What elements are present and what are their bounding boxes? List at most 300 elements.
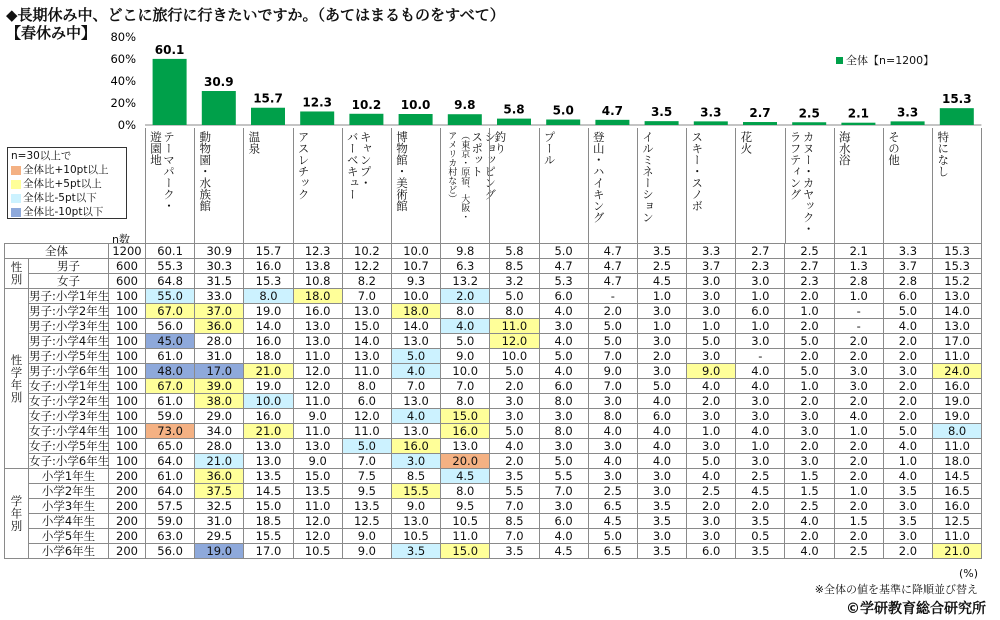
category-label — [198, 128, 243, 240]
bar — [891, 121, 925, 125]
table-row — [5, 259, 982, 274]
value-cell: 10.5 — [391, 529, 440, 544]
value-cell: 11.0 — [293, 349, 342, 364]
category-label-line: ラフティング — [788, 131, 803, 200]
value-cell: 7.0 — [441, 379, 490, 394]
value-cell: 3.0 — [539, 409, 588, 424]
value-cell: 4.0 — [637, 439, 686, 454]
value-cell: 4.0 — [637, 454, 686, 469]
value-cell: 15.3 — [244, 274, 293, 289]
value-cell: - — [834, 304, 883, 319]
value-cell: 13.0 — [391, 424, 440, 439]
value-cell: 4.5 — [736, 484, 785, 499]
value-cell: 15.0 — [244, 499, 293, 514]
value-cell: 33.0 — [195, 289, 244, 304]
y-tick-label: 80% — [110, 30, 136, 44]
bar-value-label: 3.5 — [650, 105, 673, 120]
value-cell: 16.0 — [293, 304, 342, 319]
n-cell: 200 — [109, 499, 146, 514]
value-cell: 60.1 — [146, 244, 195, 259]
y-tick-label: 60% — [110, 52, 136, 66]
highlight-legend-label: 全体比+10pt以上 — [23, 164, 109, 176]
value-cell: 2.0 — [687, 499, 736, 514]
category-label-line: プール — [542, 131, 557, 166]
bar — [743, 122, 777, 125]
table-row — [5, 349, 982, 364]
value-cell: 38.0 — [195, 394, 244, 409]
value-cell: 7.0 — [342, 289, 391, 304]
value-cell: 2.0 — [687, 394, 736, 409]
bar — [399, 114, 433, 125]
value-cell: 12.0 — [293, 364, 342, 379]
value-cell: 11.0 — [933, 529, 982, 544]
bar-value-label: 2.1 — [847, 106, 870, 121]
value-cell: 13.0 — [293, 319, 342, 334]
y-tick-label: 0% — [117, 118, 136, 132]
value-cell: 7.0 — [391, 379, 440, 394]
n-cell: 100 — [109, 319, 146, 334]
value-cell: 4.0 — [539, 364, 588, 379]
value-cell: 1.0 — [883, 454, 932, 469]
value-cell: 12.0 — [293, 379, 342, 394]
table-row — [5, 274, 982, 289]
column-separator — [539, 128, 540, 243]
bar — [251, 108, 285, 125]
value-cell: 10.0 — [391, 244, 440, 259]
value-cell: 3.5 — [637, 544, 686, 559]
value-cell: 2.0 — [834, 394, 883, 409]
value-cell: 9.0 — [391, 499, 440, 514]
y-tick-label: 20% — [110, 96, 136, 110]
value-cell: 1.0 — [785, 379, 834, 394]
value-cell: 3.0 — [687, 529, 736, 544]
bar — [841, 123, 875, 125]
n-cell: 600 — [109, 259, 146, 274]
bar — [645, 121, 679, 125]
value-cell: 3.0 — [687, 304, 736, 319]
value-cell: 4.7 — [588, 244, 637, 259]
value-cell: 2.0 — [883, 394, 932, 409]
value-cell: 4.7 — [539, 259, 588, 274]
value-cell: 32.5 — [195, 499, 244, 514]
column-separator — [293, 128, 294, 243]
value-cell: 64.0 — [146, 454, 195, 469]
value-cell: 10.8 — [293, 274, 342, 289]
bar — [349, 114, 383, 125]
value-cell: 7.0 — [490, 529, 539, 544]
bar — [448, 114, 482, 125]
value-cell: 3.0 — [883, 499, 932, 514]
value-cell: 5.0 — [588, 529, 637, 544]
category-label-line: アメリカ村など） — [446, 131, 457, 203]
row-group-label: 学年別 — [5, 469, 29, 559]
value-cell: 2.0 — [588, 304, 637, 319]
value-cell: 59.0 — [146, 514, 195, 529]
value-cell: 4.0 — [834, 409, 883, 424]
n-cell: 100 — [109, 304, 146, 319]
value-cell: 4.0 — [785, 514, 834, 529]
column-separator — [883, 128, 884, 243]
bar-value-label: 60.1 — [154, 42, 185, 57]
value-cell: 17.0 — [244, 544, 293, 559]
value-cell: 28.0 — [195, 439, 244, 454]
value-cell: 2.5 — [736, 469, 785, 484]
value-cell: 8.5 — [391, 469, 440, 484]
table-row — [5, 439, 982, 454]
value-cell: 8.2 — [342, 274, 391, 289]
value-cell: 13.0 — [244, 454, 293, 469]
value-cell: 18.0 — [293, 289, 342, 304]
value-cell: 3.0 — [883, 529, 932, 544]
value-cell: 13.0 — [293, 334, 342, 349]
table-row — [5, 529, 982, 544]
value-cell: 9.8 — [441, 244, 490, 259]
value-cell: 17.0 — [195, 364, 244, 379]
value-cell: 3.0 — [687, 289, 736, 304]
value-cell: 1.5 — [834, 514, 883, 529]
value-cell: 3.7 — [687, 259, 736, 274]
value-cell: 2.0 — [834, 334, 883, 349]
value-cell: 8.0 — [342, 379, 391, 394]
value-cell: 3.0 — [637, 334, 686, 349]
value-cell: 2.0 — [736, 499, 785, 514]
bar-value-label: 3.3 — [896, 105, 919, 120]
category-label-line: テーマパーク・ — [162, 131, 176, 212]
value-cell: 36.0 — [195, 319, 244, 334]
row-label: 女子:小学5年生 — [29, 439, 110, 453]
row-label: 男子:小学5年生 — [29, 349, 110, 363]
n-cell: 100 — [109, 289, 146, 304]
value-cell: 5.0 — [441, 334, 490, 349]
value-cell: 64.8 — [146, 274, 195, 289]
column-separator — [785, 128, 786, 243]
value-cell: 21.0 — [933, 544, 982, 559]
category-label-line: 釣り — [493, 131, 508, 154]
unit-label: (%) — [958, 567, 978, 580]
chart-subtitle: 【春休み中】 — [6, 24, 97, 42]
n-cell: 200 — [109, 484, 146, 499]
row-label: 小学3年生 — [29, 499, 109, 514]
value-cell: 19.0 — [933, 409, 982, 424]
value-cell: 3.0 — [736, 274, 785, 289]
value-cell: 21.0 — [244, 424, 293, 439]
bar-value-label: 12.3 — [302, 95, 333, 110]
value-cell: 3.0 — [539, 319, 588, 334]
value-cell: 16.0 — [244, 409, 293, 424]
value-cell: 14.0 — [244, 319, 293, 334]
value-cell: 15.0 — [293, 469, 342, 484]
value-cell: 14.5 — [244, 484, 293, 499]
value-cell: 12.0 — [342, 409, 391, 424]
row-label: 小学6年生 — [29, 544, 109, 559]
value-cell: 6.0 — [342, 394, 391, 409]
value-cell: - — [834, 319, 883, 334]
row-label: 女子 — [29, 274, 109, 289]
value-cell: 9.0 — [293, 454, 342, 469]
n-cell: 100 — [109, 454, 146, 469]
column-separator — [981, 128, 982, 243]
value-cell: 21.0 — [195, 454, 244, 469]
n-cell: 1200 — [109, 244, 146, 259]
value-cell: 4.7 — [588, 274, 637, 289]
value-cell: 7.0 — [588, 379, 637, 394]
value-cell: 13.0 — [293, 439, 342, 454]
value-cell: 4.0 — [391, 409, 440, 424]
value-cell: 2.0 — [637, 349, 686, 364]
value-cell: 17.0 — [933, 334, 982, 349]
value-cell: 9.0 — [342, 529, 391, 544]
value-cell: 2.0 — [490, 454, 539, 469]
highlight-swatch — [11, 208, 21, 217]
value-cell: 6.0 — [736, 304, 785, 319]
highlight-legend-item — [11, 177, 123, 191]
bar-value-label: 3.3 — [700, 105, 722, 120]
n-cell: 100 — [109, 364, 146, 379]
n-cell: 100 — [109, 409, 146, 424]
value-cell: 2.3 — [785, 274, 834, 289]
value-cell: 5.8 — [490, 244, 539, 259]
value-cell: 6.0 — [539, 514, 588, 529]
row-label: 女子:小学3年生 — [29, 409, 110, 423]
value-cell: 31.0 — [195, 349, 244, 364]
value-cell: 30.3 — [195, 259, 244, 274]
value-cell: 15.2 — [933, 274, 982, 289]
value-cell: 8.0 — [490, 304, 539, 319]
value-cell: 3.0 — [391, 454, 440, 469]
value-cell: 11.0 — [293, 424, 342, 439]
value-cell: 8.0 — [441, 484, 490, 499]
category-label — [690, 128, 735, 240]
value-cell: 15.0 — [342, 319, 391, 334]
column-separator — [637, 128, 638, 243]
value-cell: 16.0 — [933, 499, 982, 514]
value-cell: 1.0 — [785, 304, 834, 319]
value-cell: 5.0 — [490, 289, 539, 304]
value-cell: 3.0 — [490, 409, 539, 424]
value-cell: 11.0 — [342, 424, 391, 439]
row-label: 小学5年生 — [29, 529, 109, 544]
value-cell: 7.0 — [490, 499, 539, 514]
value-cell: 4.0 — [588, 424, 637, 439]
value-cell: 7.0 — [342, 454, 391, 469]
bar — [595, 120, 629, 125]
row-label: 男子:小学1年生 — [29, 289, 110, 303]
table-row — [5, 379, 982, 394]
n-cell: 100 — [109, 379, 146, 394]
value-cell: 3.0 — [834, 379, 883, 394]
value-cell: 13.0 — [391, 514, 440, 529]
table-row — [5, 364, 982, 379]
column-separator — [145, 128, 146, 243]
value-cell: 1.0 — [687, 424, 736, 439]
value-cell: 2.5 — [637, 259, 686, 274]
column-separator — [686, 128, 687, 243]
bar — [940, 108, 974, 125]
highlight-legend-item — [11, 191, 123, 205]
value-cell: 11.0 — [441, 529, 490, 544]
category-label — [887, 128, 932, 240]
bar-value-label: 5.0 — [552, 103, 574, 118]
category-label-line: ショッピング — [483, 131, 498, 200]
value-cell: 3.0 — [687, 409, 736, 424]
category-label — [346, 128, 391, 240]
value-cell: 65.0 — [146, 439, 195, 454]
value-cell: 13.0 — [933, 289, 982, 304]
n-cell: 200 — [109, 529, 146, 544]
value-cell: 2.0 — [883, 334, 932, 349]
n-cell: 200 — [109, 544, 146, 559]
value-cell: 9.5 — [441, 499, 490, 514]
value-cell: 15.5 — [391, 484, 440, 499]
value-cell: 5.0 — [490, 424, 539, 439]
value-cell: 3.0 — [785, 454, 834, 469]
table-row — [5, 394, 982, 409]
value-cell: 2.0 — [834, 439, 883, 454]
value-cell: 21.0 — [244, 364, 293, 379]
value-cell: 3.5 — [883, 514, 932, 529]
value-cell: 16.5 — [933, 484, 982, 499]
table-row — [5, 484, 982, 499]
column-separator — [391, 128, 392, 243]
value-cell: 2.0 — [785, 289, 834, 304]
value-cell: 28.0 — [195, 334, 244, 349]
value-cell: 13.5 — [244, 469, 293, 484]
value-cell: 3.0 — [785, 409, 834, 424]
value-cell: 3.0 — [883, 364, 932, 379]
value-cell: 1.0 — [736, 319, 785, 334]
value-cell: 4.0 — [539, 529, 588, 544]
value-cell: 16.0 — [441, 424, 490, 439]
value-cell: 5.0 — [785, 364, 834, 379]
value-cell: 6.0 — [539, 289, 588, 304]
bar-value-label: 4.7 — [601, 103, 624, 118]
value-cell: 7.0 — [539, 484, 588, 499]
value-cell: 10.0 — [441, 364, 490, 379]
value-cell: 4.0 — [490, 439, 539, 454]
value-cell: 12.2 — [342, 259, 391, 274]
value-cell: 3.0 — [834, 364, 883, 379]
category-label-line: その他 — [887, 131, 901, 166]
highlight-legend-item — [11, 163, 123, 177]
value-cell: 8.0 — [441, 304, 490, 319]
value-cell: 12.0 — [490, 334, 539, 349]
value-cell: 7.5 — [342, 469, 391, 484]
n-cell: 600 — [109, 274, 146, 289]
bar-value-label: 30.9 — [203, 75, 234, 90]
sort-note: ※全体の値を基準に降順並び替え — [814, 583, 978, 596]
bar-value-label: 2.5 — [798, 106, 820, 121]
value-cell: 2.0 — [834, 529, 883, 544]
value-cell: 67.0 — [146, 379, 195, 394]
value-cell: 3.0 — [736, 394, 785, 409]
row-label: 女子:小学2年生 — [29, 394, 110, 408]
value-cell: 15.5 — [244, 529, 293, 544]
row-label: 女子:小学4年生 — [29, 424, 110, 438]
series-swatch — [836, 57, 843, 64]
value-cell: 2.0 — [883, 379, 932, 394]
value-cell: 3.5 — [637, 244, 686, 259]
bar — [153, 59, 187, 125]
value-cell: 4.0 — [588, 454, 637, 469]
highlight-legend-label: 全体比+5pt以上 — [23, 178, 102, 190]
value-cell: 55.0 — [146, 289, 195, 304]
value-cell: 3.0 — [637, 484, 686, 499]
value-cell: 61.0 — [146, 394, 195, 409]
n-cell: 200 — [109, 514, 146, 529]
value-cell: 45.0 — [146, 334, 195, 349]
value-cell: 8.0 — [933, 424, 982, 439]
value-cell: 5.0 — [687, 454, 736, 469]
value-cell: 61.0 — [146, 349, 195, 364]
value-cell: 19.0 — [195, 544, 244, 559]
value-cell: 5.0 — [785, 334, 834, 349]
column-separator — [194, 128, 195, 243]
value-cell: 13.2 — [441, 274, 490, 289]
category-label — [149, 128, 194, 240]
table-row — [5, 469, 982, 484]
value-cell: 8.0 — [539, 394, 588, 409]
category-label — [838, 128, 883, 240]
row-label: 男子:小学2年生 — [29, 304, 110, 318]
value-cell: 3.7 — [883, 259, 932, 274]
value-cell: 3.5 — [637, 514, 686, 529]
value-cell: 16.0 — [391, 439, 440, 454]
value-cell: 9.0 — [588, 364, 637, 379]
table-row — [5, 244, 982, 259]
bar — [694, 121, 728, 125]
category-label-line: イルミネーション — [641, 131, 655, 223]
value-cell: 13.8 — [293, 259, 342, 274]
value-cell: 1.0 — [834, 424, 883, 439]
value-cell: 9.3 — [391, 274, 440, 289]
bar — [300, 111, 334, 125]
value-cell: 4.5 — [637, 274, 686, 289]
value-cell: 11.0 — [933, 439, 982, 454]
value-cell: 5.0 — [391, 349, 440, 364]
value-cell: 2.5 — [785, 244, 834, 259]
highlight-legend-label: 全体比-5pt以下 — [23, 192, 97, 204]
value-cell: 1.0 — [637, 289, 686, 304]
category-label-line: 遊園地 — [149, 131, 163, 166]
category-label — [739, 128, 784, 240]
bar — [546, 120, 580, 126]
value-cell: 7.0 — [588, 349, 637, 364]
value-cell: 1.0 — [736, 439, 785, 454]
value-cell: 4.0 — [637, 424, 686, 439]
value-cell: 2.0 — [883, 409, 932, 424]
value-cell: 55.3 — [146, 259, 195, 274]
value-cell: 10.0 — [244, 394, 293, 409]
value-cell: 8.0 — [244, 289, 293, 304]
bar-value-label: 2.7 — [749, 106, 771, 121]
category-label-line: 博物館・美術館 — [395, 131, 409, 212]
table-row — [5, 334, 982, 349]
value-cell: 13.5 — [293, 484, 342, 499]
category-label-line: バーベキュー — [345, 131, 360, 200]
row-label: 男子:小学4年生 — [29, 334, 110, 348]
value-cell: 10.7 — [391, 259, 440, 274]
value-cell: 6.3 — [441, 259, 490, 274]
value-cell: 5.0 — [539, 244, 588, 259]
value-cell: 13.0 — [342, 349, 391, 364]
value-cell: 13.0 — [342, 304, 391, 319]
value-cell: 2.0 — [785, 394, 834, 409]
value-cell: 31.0 — [195, 514, 244, 529]
value-cell: 2.0 — [785, 529, 834, 544]
value-cell: 2.0 — [883, 544, 932, 559]
row-label: 小学4年生 — [29, 514, 109, 529]
n-cell: 100 — [109, 349, 146, 364]
